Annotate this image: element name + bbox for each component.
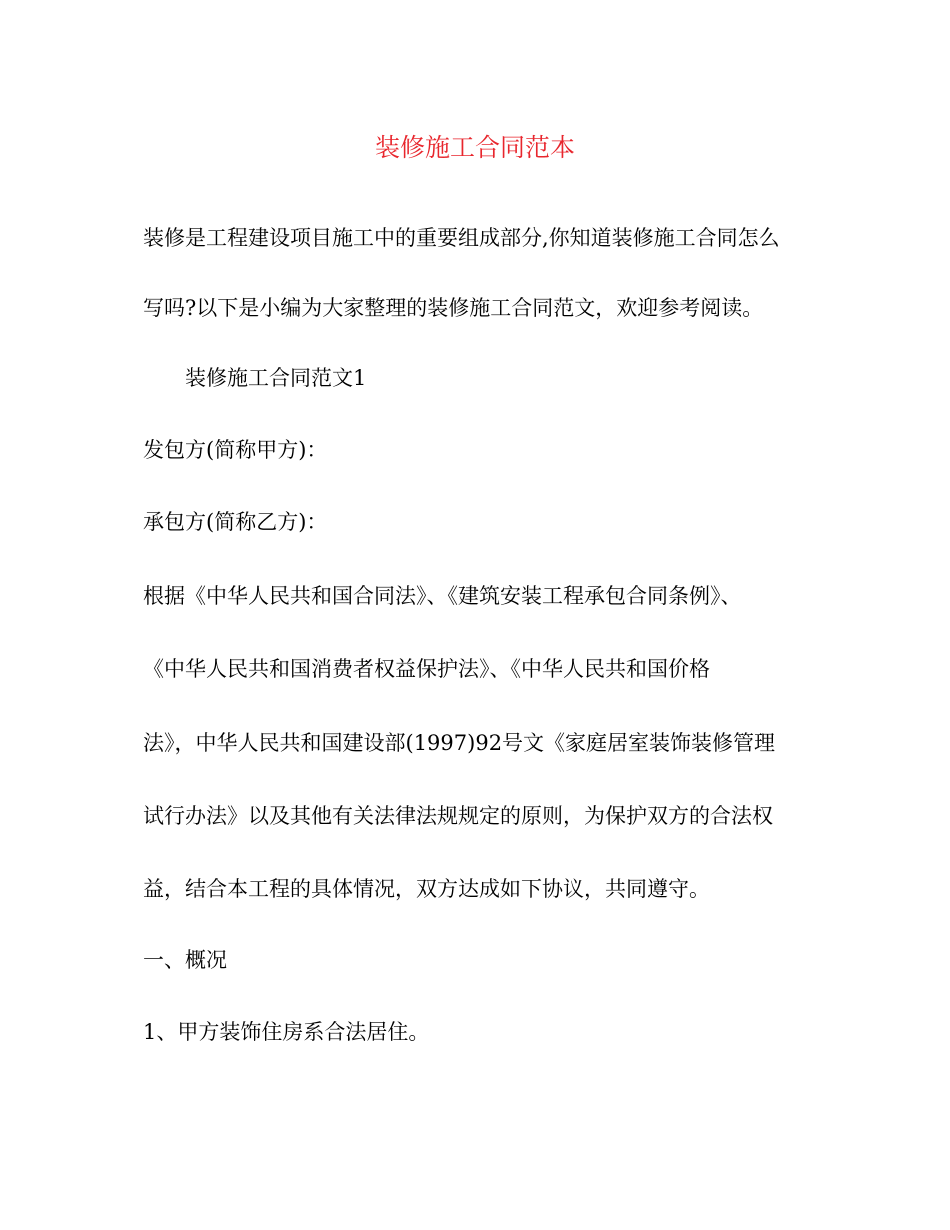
- document-title: 装修施工合同范本: [374, 133, 575, 162]
- basis-line-3: 法》，中华人民共和国建设部(1997)92号文《家庭居室装饰装修管理: [143, 731, 776, 755]
- overview-heading: 一、概况: [143, 948, 227, 972]
- basis-line-5: 益，结合本工程的具体情况，双方达成如下协议，共同遵守。: [143, 877, 710, 901]
- basis-line-4: 试行办法》以及其他有关法律法规规定的原则，为保护双方的合法权: [143, 804, 773, 828]
- party-b-line: 承包方(简称乙方)：: [143, 510, 328, 534]
- intro-line-2: 写吗?以下是小编为大家整理的装修施工合同范文，欢迎参考阅读。: [143, 296, 764, 320]
- basis-line-2: 《中华人民共和国消费者权益保护法》、《中华人民共和国价格: [143, 657, 710, 681]
- party-a-line: 发包方(简称甲方)：: [143, 438, 328, 462]
- intro-line-1: 装修是工程建设项目施工中的重要组成部分,你知道装修施工合同怎么: [143, 226, 780, 250]
- clause-1: 1、甲方装饰住房系合法居住。: [143, 1020, 430, 1044]
- basis-line-1: 根据《中华人民共和国合同法》、《建筑安装工程承包合同条例》、: [143, 584, 742, 608]
- section-heading: 装修施工合同范文1: [185, 366, 367, 390]
